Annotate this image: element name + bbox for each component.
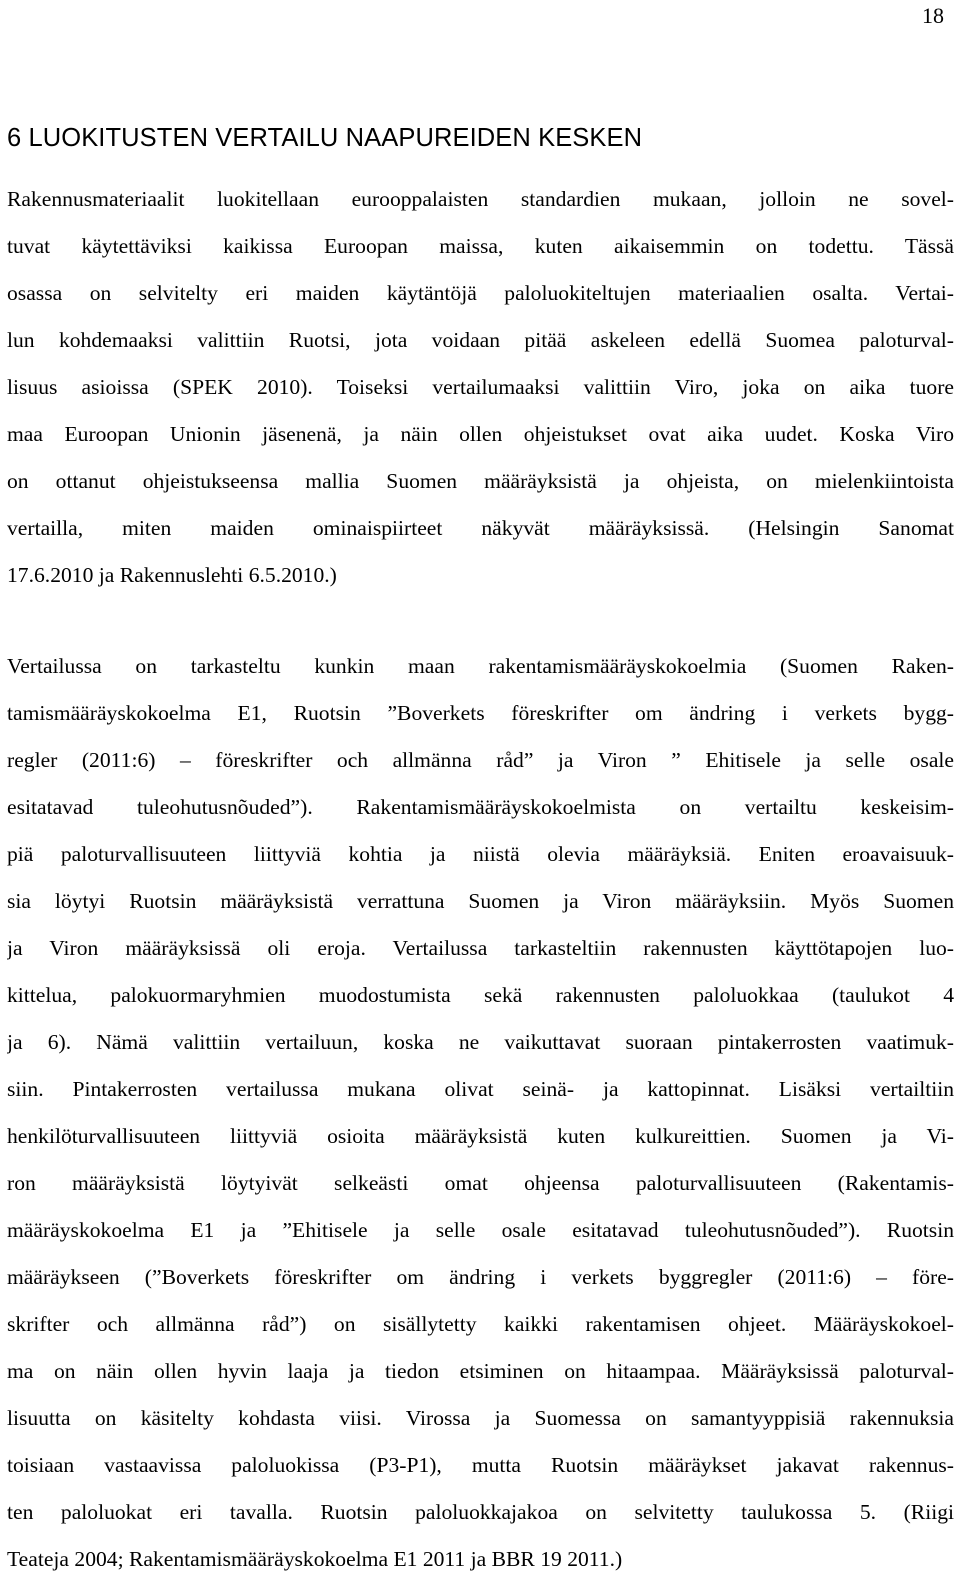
paragraph-line: skrifter och allmänna råd”) on sisällytetty kaikki rakentamisen ohjeet. Määräyskokoel- <box>7 1312 954 1336</box>
paragraph-line: piä paloturvallisuuteen liittyviä kohtia ja niistä olevia määräyksiä. Eniten eroavaisuuk- <box>7 842 954 866</box>
paragraph-line: Rakennusmateriaalit luokitellaan eurooppalaisten standardien mukaan, jolloin ne sovel- <box>7 187 954 211</box>
paragraph-line: ten paloluokat eri tavalla. Ruotsin paloluokkajakoa on selvitetty taulukossa 5. (Riigi <box>7 1500 954 1524</box>
paragraph-line: esitatavad tuleohutusnõuded”). Rakentamismääräyskokoelmista on vertailtu keskeisim- <box>7 795 954 819</box>
paragraph-line: toisiaan vastaavissa paloluokissa (P3-P1), mutta Ruotsin määräykset jakavat rakennus- <box>7 1453 954 1477</box>
paragraph-2 <box>7 643 954 1583</box>
paragraph-line: kittelua, palokuormaryhmien muodostumista sekä rakennusten paloluokkaa (taulukot 4 <box>7 983 954 1007</box>
section-heading: 6 LUOKITUSTEN VERTAILU NAAPUREIDEN KESKEN <box>7 124 643 152</box>
paragraph-line: lisuutta on käsitelty kohdasta viisi. Virossa ja Suomessa on samantyyppisiä rakennuksia <box>7 1406 954 1430</box>
paragraph-line: tamismääräyskokoelma E1, Ruotsin ”Boverkets föreskrifter om ändring i verkets bygg- <box>7 701 954 725</box>
paragraph-line: henkilöturvallisuuteen liittyviä osioita määräyksistä kuten kulkureittien. Suomen ja Vi- <box>7 1124 954 1148</box>
paragraph-line: lun kohdemaaksi valittiin Ruotsi, jota voidaan pitää askeleen edellä Suomea paloturval- <box>7 328 954 352</box>
paragraph-line: ja Viron määräyksissä oli eroja. Vertailussa tarkasteltiin rakennusten käyttötapojen luo- <box>7 936 954 960</box>
paragraph-line: osassa on selvitelty eri maiden käytäntöjä paloluokiteltujen materiaalien osalta. Vertai- <box>7 281 954 305</box>
paragraph-line: regler (2011:6) – föreskrifter och allmänna råd” ja Viron ” Ehitisele ja selle osale <box>7 748 954 772</box>
paragraph-line: määräyskokoelma E1 ja ”Ehitisele ja selle osale esitatavad tuleohutusnõuded”). Ruotsin <box>7 1218 954 1242</box>
paragraph-line: maa Euroopan Unionin jäsenenä, ja näin ollen ohjeistukset ovat aika uudet. Koska Viro <box>7 422 954 446</box>
paragraph-line: lisuus asioissa (SPEK 2010). Toiseksi vertailumaaksi valittiin Viro, joka on aika tuore <box>7 375 954 399</box>
paragraph-line: Vertailussa on tarkasteltu kunkin maan rakentamismääräyskokoelmia (Suomen Raken- <box>7 654 954 678</box>
paragraph-line: tuvat käytettäviksi kaikissa Euroopan maissa, kuten aikaisemmin on todettu. Tässä <box>7 234 954 258</box>
paragraph-line: ma on näin ollen hyvin laaja ja tiedon etsiminen on hitaampaa. Määräyksissä paloturval- <box>7 1359 954 1383</box>
paragraph-line: 17.6.2010 ja Rakennuslehti 6.5.2010.) <box>7 563 337 587</box>
paragraph-line: siin. Pintakerrosten vertailussa mukana olivat seinä- ja kattopinnat. Lisäksi vertailtiin <box>7 1077 954 1101</box>
paragraph-line: sia löytyi Ruotsin määräyksistä verrattuna Suomen ja Viron määräyksiin. Myös Suomen <box>7 889 954 913</box>
paragraph-1 <box>7 176 954 599</box>
paragraph-line: on ottanut ohjeistukseensa mallia Suomen määräyksistä ja ohjeista, on mielenkiintoista <box>7 469 954 493</box>
page-number: 18 <box>922 3 944 28</box>
paragraph-line: ron määräyksistä löytyivät selkeästi omat ohjeensa paloturvallisuuteen (Rakentamis- <box>7 1171 954 1195</box>
paragraph-line: määräykseen (”Boverkets föreskrifter om ändring i verkets byggregler (2011:6) – före- <box>7 1265 954 1289</box>
paragraph-line: vertailla, miten maiden ominaispiirteet näkyvät määräyksissä. (Helsingin Sanomat <box>7 516 954 540</box>
paragraph-line: ja 6). Nämä valittiin vertailuun, koska ne vaikuttavat suoraan pintakerrosten vaatimuk- <box>7 1030 954 1054</box>
paragraph-line: Teateja 2004; Rakentamismääräyskokoelma E1 2011 ja BBR 19 2011.) <box>7 1547 623 1571</box>
